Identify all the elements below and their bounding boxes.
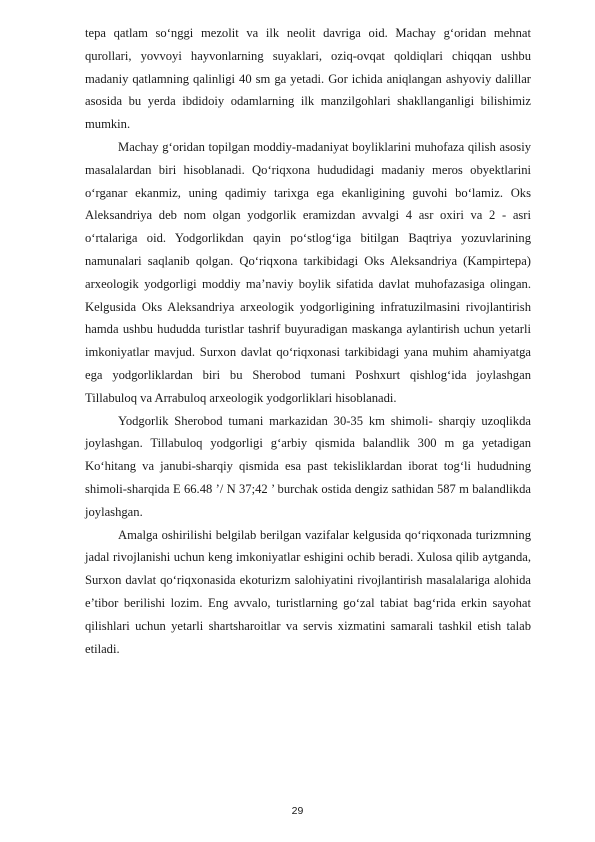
paragraph-4: Amalga oshirilishi belgilab berilgan vazifalar kelgusida qo‘riqxonada turizmning jadal rivojlanishi uchun keng imkoniyatlar eshigini ochib beradi. Xulosa qilib aytganda, Surxon davlat qo‘riqxonasida ekoturizm salohiyatini rivojlantirish masalalariga alohida e’tibor berilishi lozim. Eng avvalo, turistlarning go‘zal tabiat bag‘rida erkin sayohat qilishlari uchun yetarli shartsharoitlar va servis xizmatini samarali tashkil etish talab etiladi.	[85, 527, 531, 656]
paragraph-2: Machay g‘oridan topilgan moddiy-madaniyat boyliklarini muhofaza qilish asosiy masalalardan biri hisoblanadi. Qo‘riqxona hududidagi madaniy meros obyektlarini o‘rganar ekanmiz, uning qadimiy tarixga ega ekanligining guvohi bo‘lamiz. Oks Aleksandriya deb nom olgan yodgorlik eramizdan avvalgi 4 asr oxiri va 2 - asri o‘rtalariga oid. Yodgorlikdan qayin po‘stlog‘iga bitilgan Baqtriya yozuvlarining namunalari saqlanib qolgan. Qo‘riqxona tarkibidagi Oks Aleksandriya (Kampirtepa) arxeologik yodgorligi moddiy ma’naviy boylik sifatida davlat muhofazasiga olingan. Kelgusida Oks Aleksandriya arxeologik yodgorligining infratuzilmasini rivojlantirish hamda ushbu hududda turistlar tashrif buyuradigan maskanga aylantirish uchun yetarli imkoniyatlar mavjud. Surxon davlat qo‘riqxonasi tarkibidagi yana muhim ahamiyatga ega yodgorliklardan biri bu Sherobod tumani Poshxurt qishlog‘ida joylashgan Tillabuloq va Arrabuloq arxeologik yodgorliklari hisoblanadi.	[85, 139, 531, 405]
body-text	[85, 22, 531, 660]
page-number: 29	[291, 805, 304, 817]
paragraph-3: Yodgorlik Sherobod tumani markazidan 30-35 km shimoli- sharqiy uzoqlikda joylashgan. Tillabuloq yodgorligi g‘arbiy qismida balandlik 300 m ga yetadigan Ko‘hitang va janubi-sharqiy qismida esa past tekisliklardan iborat tog‘li hududning shimoli-sharqida E 66.48 ’/ N 37;42 ’ burchak ostida dengiz sathidan 587 m balandlikda joylashgan.	[85, 413, 531, 519]
paragraph-1: tepa qatlam so‘nggi mezolit va ilk neolit davriga oid. Machay g‘oridan mehnat qurollari, yovvoyi hayvonlarning suyaklari, oziq-ovqat qoldiqlari chiqqan ushbu madaniy qatlamning qalinligi 40 sm ga yetadi. Gor ichida aniqlangan ashyoviy dalillar asosida bu yerda ibdidoiy odamlarning ilk manzilgohlari shakllanganligi bilishimiz mumkin.	[85, 26, 531, 132]
